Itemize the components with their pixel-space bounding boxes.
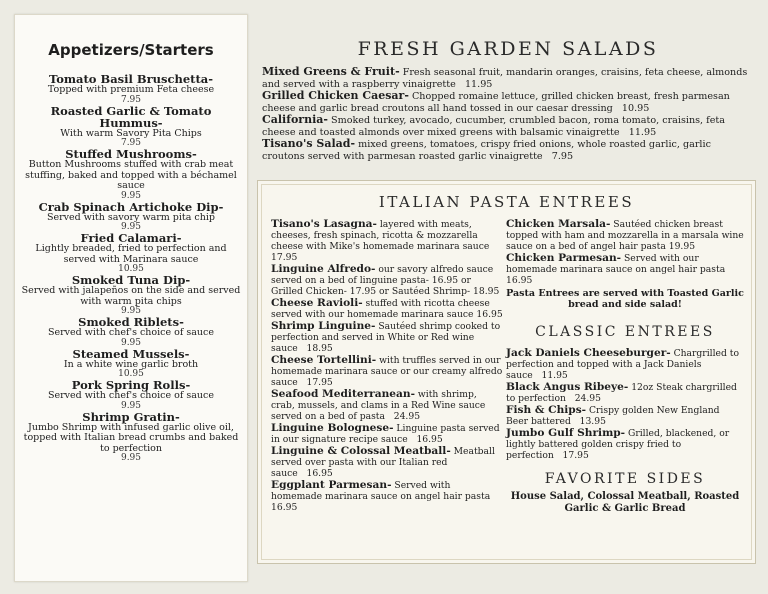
appetizer-item — [15, 148, 247, 201]
appetizer-desc: With warm Savory Pita Chips — [60, 127, 202, 139]
salad-item — [262, 90, 754, 114]
salad-desc: Chopped romaine lettuce, grilled chicken breast, fresh parmesan cheese and garlic bread croutons all hand tossed in our caesar dressing — [262, 91, 730, 114]
classic-item — [506, 405, 744, 427]
pasta-desc: our savory alfredo sauce served on a bed of linguine pasta- 16.95 or Grilled Chicken- 17.95 or Sautéed Shrimp- — [271, 264, 494, 297]
appetizer-item — [15, 232, 247, 274]
salad-price: 10.95 — [621, 102, 650, 114]
salad-desc: Smoked turkey, avocado, cucumber, crumbled bacon, roma tomato, craisins, feta cheese and toasted almonds over mixed greens with balsamic vinaigrette — [262, 115, 725, 138]
salads-section — [262, 38, 754, 162]
pasta-desc: with truffles served in our homemade marinara sauce or our creamy alfredo sauce — [271, 355, 503, 388]
appetizer-item — [15, 411, 247, 464]
appetizer-name: Shrimp Gratin- — [82, 409, 180, 424]
pasta-item — [271, 219, 503, 263]
classic-price: 24.95 — [574, 393, 601, 404]
appetizer-desc: Served with chef's choice of sauce — [48, 390, 214, 401]
pasta-desc: Sautéed shrimp cooked to perfection and served in White or Red wine sauce — [271, 321, 501, 354]
pasta-name: Chicken Marsala- — [506, 218, 611, 230]
salad-name: Mixed Greens & Fruit- — [262, 65, 400, 78]
pasta-name: Eggplant Parmesan- — [271, 479, 392, 491]
salad-item — [262, 66, 754, 90]
pasta-note: Pasta Entrees are served with Toasted Garlic bread and side salad! — [506, 288, 744, 310]
appetizer-price: 9.95 — [120, 400, 142, 411]
pasta-item — [506, 219, 744, 252]
classic-title: CLASSIC ENTREES — [535, 324, 715, 340]
classic-name: Jumbo Gulf Shrimp- — [506, 427, 626, 439]
appetizer-item — [15, 73, 247, 105]
classic-desc: Chargrilled to perfection and topped with a Jack Daniels sauce — [506, 348, 739, 381]
pasta-price: 16.95 — [476, 309, 503, 320]
classic-price: 17.95 — [562, 450, 589, 461]
appetizer-price: 9.95 — [120, 337, 142, 348]
salad-item — [262, 138, 754, 162]
pasta-desc: Served with homemade marinara sauce on angel hair pasta — [271, 480, 491, 502]
appetizer-item — [15, 348, 247, 380]
appetizer-item — [15, 274, 247, 316]
appetizer-name: Pork Spring Rolls- — [71, 378, 191, 392]
pasta-price: 16.95 — [271, 502, 298, 513]
pasta-price: 17.95 — [271, 252, 298, 263]
appetizer-name: Roasted Garlic & Tomato Hummus- — [50, 103, 212, 130]
salad-desc: Fresh seasonal fruit, mandarin oranges, craisins, feta cheese, almonds and served with a raspberry vinaigrette — [262, 67, 748, 90]
appetizer-name: Fried Calamari- — [80, 231, 182, 245]
appetizer-price: 9.95 — [120, 190, 142, 201]
salad-price: 11.95 — [628, 126, 657, 138]
pasta-desc: Linguine pasta served in our signature recipe sauce — [271, 423, 500, 445]
pasta-name: Linguine Bolognese- — [271, 422, 394, 434]
classic-price: 11.95 — [541, 370, 568, 381]
classic-name: Fish & Chips- — [506, 404, 587, 416]
salad-name: Grilled Chicken Caesar- — [262, 89, 409, 102]
pasta-name: Shrimp Linguine- — [271, 320, 376, 332]
salad-name: Tisano's Salad- — [262, 137, 356, 150]
appetizer-name: Smoked Tuna Dip- — [71, 273, 191, 287]
pasta-column-right — [506, 219, 744, 515]
salad-price: 7.95 — [551, 150, 574, 162]
appetizer-desc: Served with savory warm pita chip — [47, 211, 215, 223]
pasta-item — [271, 480, 503, 513]
pasta-item — [506, 253, 744, 286]
appetizer-desc: Button Mushrooms stuffed with crab meat stuffing, baked and topped with a béchamel sauce — [25, 159, 237, 191]
appetizers-title: Appetizers/Starters — [48, 41, 214, 59]
pasta-price: 18.95 — [306, 343, 333, 354]
appetizer-item — [15, 201, 247, 233]
pasta-desc: Sautéed chicken breast topped with ham and mozzarella in a marsala wine sauce on a bed of angel hair pasta — [506, 219, 744, 252]
appetizer-name: Stuffed Mushrooms- — [65, 147, 197, 161]
appetizers-panel — [14, 14, 248, 582]
classic-price: 13.95 — [579, 416, 606, 427]
pasta-desc: Meatball served over pasta with our Italian red sauce — [271, 446, 495, 479]
appetizer-desc: In a white wine garlic broth — [63, 358, 199, 370]
appetizer-desc: Jumbo Shrimp with infused garlic olive oil, topped with Italian bread crumbs and baked to perfection — [23, 421, 239, 454]
classic-desc: 12oz Steak chargrilled to perfection — [506, 382, 737, 404]
pasta-name: Cheese Tortellini- — [271, 354, 377, 366]
pasta-item — [271, 298, 503, 320]
classic-item — [506, 348, 744, 381]
pasta-column-left — [271, 219, 503, 514]
pasta-item — [271, 321, 503, 354]
salad-name: California- — [262, 113, 328, 126]
pasta-name: Cheese Ravioli- — [271, 297, 363, 309]
classic-name: Jack Daniels Cheeseburger- — [506, 347, 671, 359]
appetizer-name: Steamed Mussels- — [72, 346, 190, 361]
appetizer-desc: Served with chef's choice of sauce — [48, 327, 214, 338]
pasta-title: ITALIAN PASTA ENTREES — [378, 193, 635, 211]
pasta-price: 19.95 — [668, 241, 696, 252]
pasta-name: Linguine & Colossal Meatball- — [271, 445, 451, 457]
appetizer-price: 9.95 — [120, 453, 142, 463]
salads-title: FRESH GARDEN SALADS — [357, 38, 659, 60]
appetizer-desc: Topped with premium Feta cheese — [47, 84, 215, 95]
appetizer-price: 9.95 — [120, 222, 142, 232]
classic-desc: Grilled, blackened, or lightly battered golden crispy fried to perfection — [506, 428, 730, 461]
salad-desc: mixed greens, tomatoes, crispy fried onions, whole roasted garlic, garlic croutons served with parmesan roasted garlic vinaigrette — [262, 139, 711, 162]
pasta-price: 18.95 — [473, 286, 500, 297]
pasta-price: 16.95 — [306, 468, 333, 479]
entrees-panel — [257, 180, 756, 564]
classic-name: Black Angus Ribeye- — [506, 381, 629, 393]
pasta-desc: Served with our homemade marinara sauce on angel hair pasta — [506, 253, 726, 275]
appetizer-item — [15, 105, 247, 149]
classic-item — [506, 382, 744, 404]
appetizer-price: 10.95 — [118, 264, 144, 274]
pasta-item — [271, 446, 503, 479]
pasta-price: 24.95 — [393, 411, 421, 422]
appetizer-price: 7.95 — [120, 138, 142, 148]
pasta-item — [271, 355, 503, 388]
pasta-price: 17.95 — [306, 377, 333, 388]
appetizer-name: Smoked Riblets- — [78, 315, 184, 329]
pasta-price: 16.95 — [416, 434, 443, 445]
salad-price: 11.95 — [464, 78, 493, 90]
classic-desc: Crispy golden New England Beer battered — [506, 405, 720, 427]
pasta-item — [271, 264, 503, 297]
appetizer-desc: Served with jalapeños on the side and served with warm pita chips — [21, 285, 241, 307]
pasta-name: Tisano's Lasagna- — [271, 218, 377, 230]
pasta-price: 16.95 — [506, 275, 533, 286]
pasta-item — [271, 389, 503, 422]
appetizer-item — [15, 316, 247, 348]
classic-item — [506, 428, 744, 461]
sides-title: FAVORITE SIDES — [544, 471, 706, 487]
pasta-desc: stuffed with ricotta cheese served with our homemade marinara sauce — [271, 298, 490, 320]
appetizer-price: 9.95 — [120, 306, 142, 316]
pasta-desc: with shrimp, crab, mussels, and clams in a Red Wine sauce served on a bed of pasta — [271, 389, 486, 422]
pasta-name: Seafood Mediterranean- — [271, 388, 416, 400]
appetizer-name: Crab Spinach Artichoke Dip- — [38, 199, 224, 214]
appetizer-item — [15, 379, 247, 411]
appetizer-price: 10.95 — [118, 369, 144, 379]
appetizer-price: 7.95 — [120, 94, 142, 105]
appetizer-desc: Lightly breaded, fried to perfection and served with Marinara sauce — [35, 243, 227, 265]
pasta-name: Chicken Parmesan- — [506, 252, 622, 264]
salad-item — [262, 114, 754, 138]
pasta-name: Linguine Alfredo- — [271, 263, 376, 275]
sides-text: House Salad, Colossal Meatball, Roasted Garlic & Garlic Bread — [510, 491, 740, 514]
pasta-desc: layered with meats, cheeses, fresh spinach, ricotta & mozzarella cheese with Mike's homemade marinara sauce — [271, 219, 490, 252]
appetizer-name: Tomato Basil Bruschetta- — [48, 72, 214, 86]
pasta-item — [271, 423, 503, 445]
